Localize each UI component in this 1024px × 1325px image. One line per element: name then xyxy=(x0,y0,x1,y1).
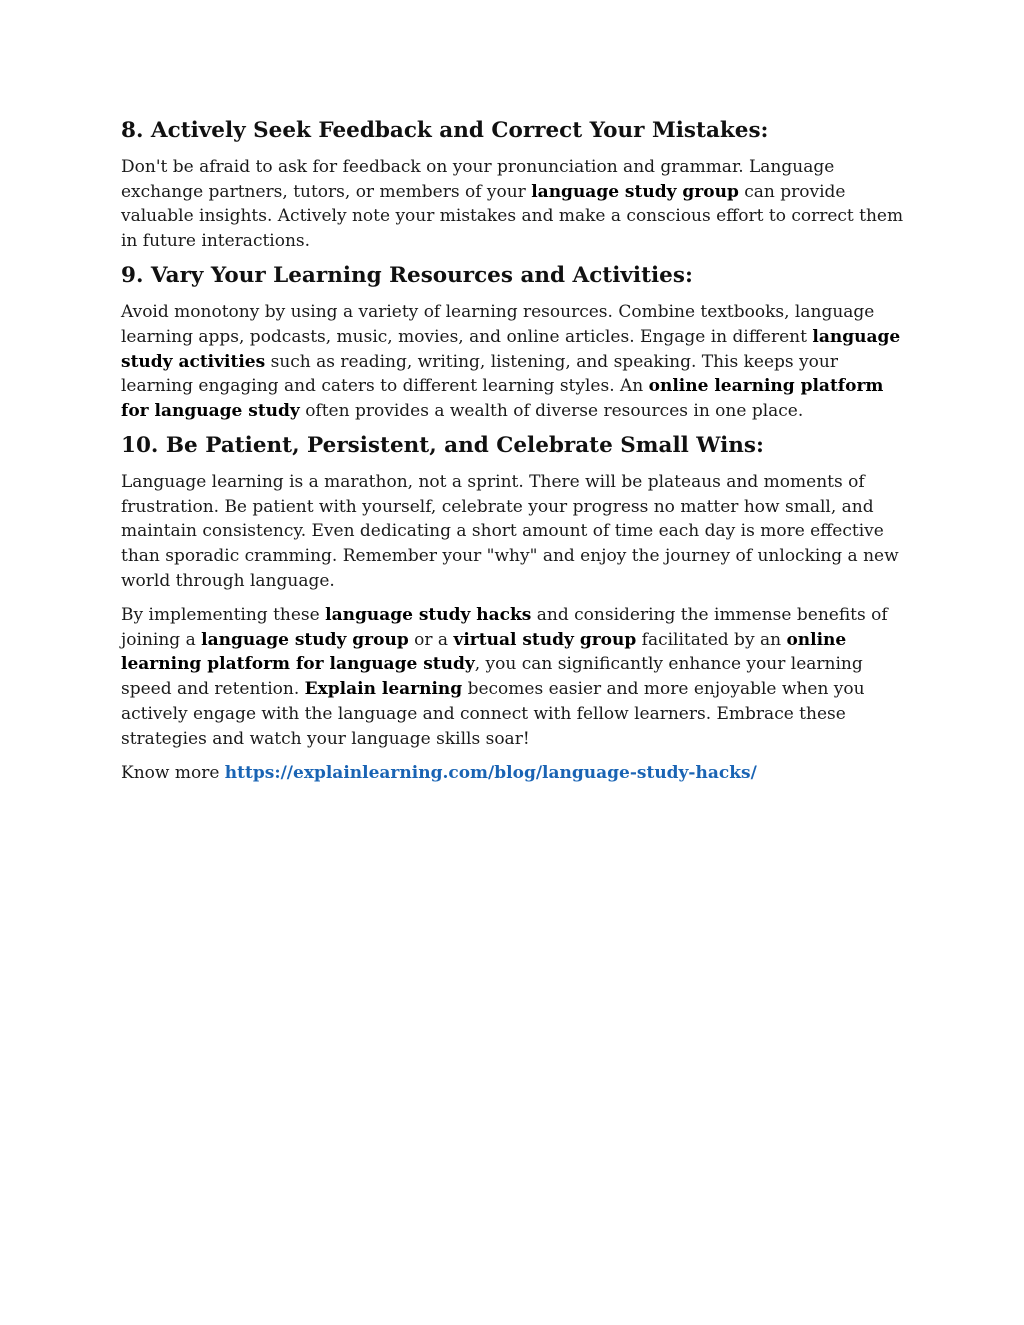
bold-phrase: Explain learning xyxy=(304,679,463,700)
text-run: facilitated by an xyxy=(636,629,787,650)
know-more-label: Know more xyxy=(121,762,225,783)
blog-link[interactable]: https://explainlearning.com/blog/language-study-hacks/ xyxy=(224,762,757,783)
section-8-paragraph xyxy=(121,155,911,254)
section-10-paragraph xyxy=(121,470,911,594)
conclusion-paragraph xyxy=(121,603,911,752)
text-run: Language learning is a marathon, not a sprint. There will be plateaus and moments of frustration. Be patient with yourself, celebrate your progress no matter how small, and maintain consistency. Even dedicating a short amount of time each day is more effective than sporadic cramming. Remember your "why" and enjoy the journey of unlocking a new world through language. xyxy=(121,471,899,591)
text-run: becomes easier and more enjoyable when you actively engage with the language and connect with fellow learners. Embrace these strategies and watch your language skills soar! xyxy=(121,679,865,749)
text-run: and considering the immense benefits of joining a xyxy=(121,604,888,650)
bold-phrase: virtual study group xyxy=(453,629,637,650)
text-run: or a xyxy=(408,629,454,650)
section-9-paragraph xyxy=(121,300,911,424)
text-run: often provides a wealth of diverse resources in one place. xyxy=(299,401,804,422)
section-8-heading: 8. Actively Seek Feedback and Correct Your Mistakes: xyxy=(121,118,769,143)
text-run: Avoid monotony by using a variety of learning resources. Combine textbooks, language learning apps, podcasts, music, movies, and online articles. Engage in different xyxy=(121,301,875,347)
bold-phrase: online learning platform for language study xyxy=(121,629,847,675)
document-page xyxy=(121,118,911,794)
section-10-heading: 10. Be Patient, Persistent, and Celebrate Small Wins: xyxy=(121,432,764,458)
bold-phrase: language study activities xyxy=(121,326,901,372)
know-more-line xyxy=(121,761,911,786)
text-run: Don't be afraid to ask for feedback on your pronunciation and grammar. Language exchange partners, tutors, or members of your xyxy=(121,156,835,202)
bold-phrase: language study group xyxy=(201,629,409,650)
text-run: can provide valuable insights. Actively note your mistakes and make a conscious effort to correct them in future interactions. xyxy=(121,181,904,252)
section-9-heading: 9. Vary Your Learning Resources and Activities: xyxy=(121,263,693,289)
bold-phrase: language study group xyxy=(531,181,739,202)
text-run: By implementing these xyxy=(121,604,326,625)
bold-phrase: language study hacks xyxy=(325,604,532,625)
text-run: , you can significantly enhance your learning speed and retention. xyxy=(121,654,863,700)
bold-phrase: online learning platform for language study xyxy=(121,376,884,422)
text-run: such as reading, writing, listening, and speaking. This keeps your learning engaging and caters to different learning styles. An xyxy=(121,351,838,397)
